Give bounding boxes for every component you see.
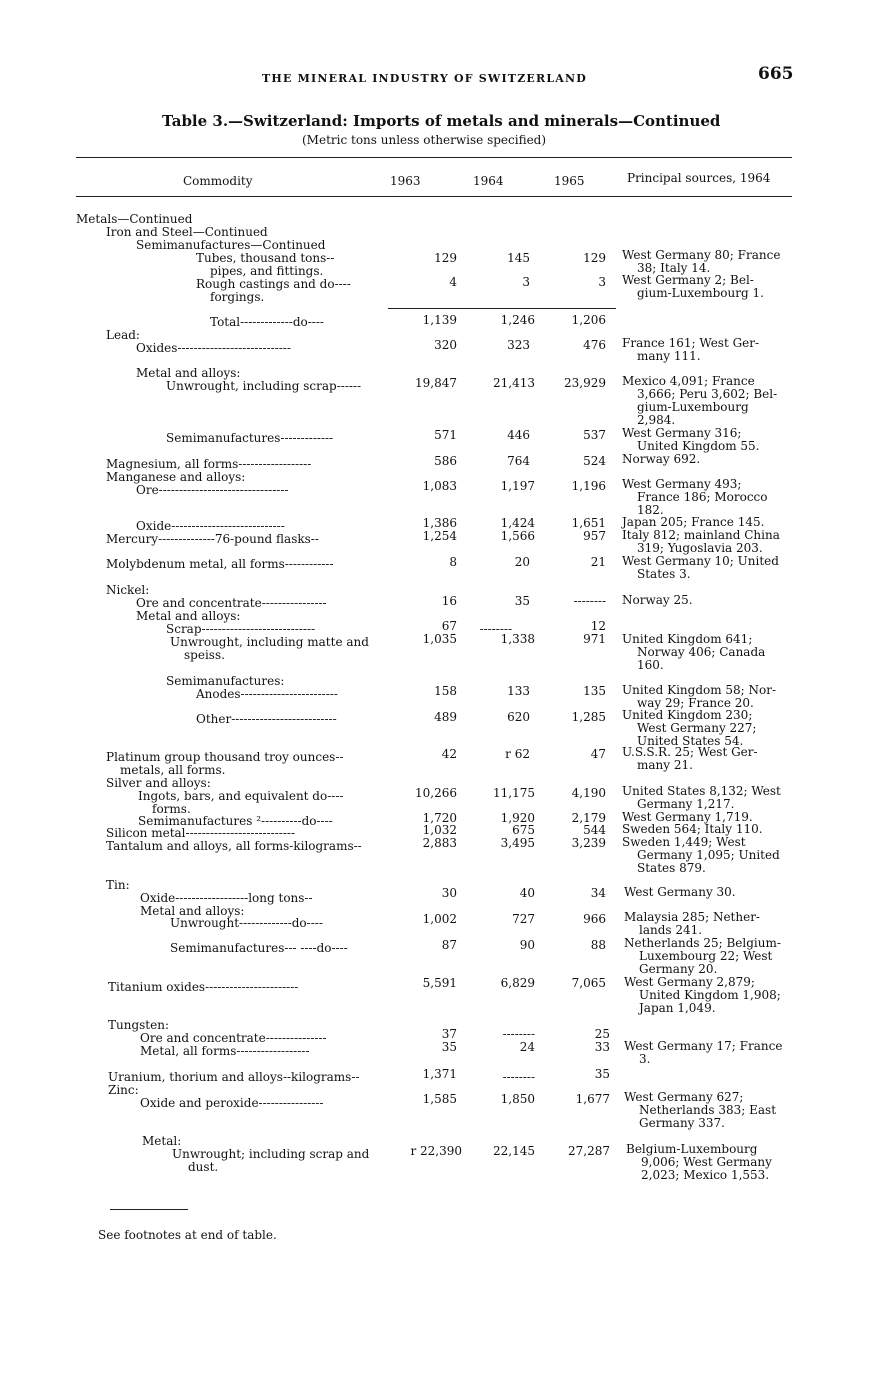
cell-1963: 1,585 [422,1092,457,1106]
row-label: Mercury--------------76-pound flasks-- [106,532,319,546]
cell-1964: 764 [507,454,530,468]
cell-1965: 27,287 [568,1144,610,1158]
cell-1965: 21 [590,555,606,569]
row-label: Tantalum and alloys, all forms-kilograms-- [106,839,362,853]
row-label: Anodes------------------------ [196,687,338,701]
cell-1965: 7,065 [571,976,606,990]
cell-sources-cont: Netherlands 383; East [639,1103,777,1117]
row-label: Ore-------------------------------- [136,483,289,497]
cell-1965: 47 [590,747,606,761]
table-row: Metal and alloys: [136,366,241,380]
cell-sources-cont: 3. [639,1052,651,1066]
cell-sources-cont: gium-Luxembourg 1. [637,286,764,300]
cell-sources-cont: 2,984. [637,413,676,427]
row-label: Ingots, bars, and equivalent do---- [138,789,344,803]
cell-sources: Norway 692. [622,452,701,466]
cell-1963: 1,371 [422,1067,457,1081]
cell-1965: 1,285 [571,710,606,724]
cell-sources: Sweden 1,449; West [622,835,746,849]
cell-sources: West Germany 2,879; [624,975,755,989]
cell-1965: 2,179 [571,811,606,825]
cell-1965: 1,206 [571,313,606,327]
cell-1963: 586 [434,454,457,468]
cell-1965: 971 [583,632,606,646]
cell-1964: 40 [519,886,535,900]
cell-1963: 5,591 [422,976,457,990]
cell-1964: 620 [507,710,530,724]
cell-1965: -------- [573,594,606,608]
cell-sources: Netherlands 25; Belgium- [624,936,781,950]
table-title: Table 3.—Switzerland: Imports of metals and minerals—Continued [162,112,721,130]
cell-sources-cont: France 186; Morocco [637,490,768,504]
cell-sources: U.S.S.R. 25; West Ger- [622,745,758,759]
cell-sources-cont: Germany 337. [639,1116,725,1130]
cell-1964: -------- [479,622,512,636]
col-1965: 1965 [554,174,585,188]
cell-sources: West Germany 493; [622,477,742,491]
row-label: Unwrought, including scrap------ [166,379,362,393]
cell-sources: West Germany 1,719. [622,810,753,824]
row-label: Semimanufactures ²----------do---- [138,814,333,828]
row-label-cont: pipes, and fittings. [210,264,324,278]
row-label-cont: dust. [188,1160,219,1174]
footnote: See footnotes at end of table. [98,1228,277,1242]
cell-1963: 1,386 [422,516,457,530]
cell-1964: 145 [507,251,530,265]
cell-sources: Norway 25. [622,593,693,607]
cell-1965: 12 [590,619,606,633]
cell-sources-cont: States 3. [637,567,691,581]
cell-sources-cont: 38; Italy 14. [637,261,711,275]
cell-1963: 1,035 [422,632,457,646]
cell-1964: 3 [522,275,530,289]
cell-1964: 11,175 [493,786,535,800]
cell-sources: Italy 812; mainland China [622,528,780,542]
cell-1964: 24 [519,1040,535,1054]
cell-1964: 6,829 [500,976,535,990]
table-row: Tungsten: [108,1018,169,1032]
table-row: Lead: [106,328,140,342]
cell-sources-cont: Germany 1,217. [637,797,735,811]
cell-1963: 158 [434,684,457,698]
cell-1963: 10,266 [415,786,457,800]
cell-sources: West Germany 80; France [622,248,781,262]
cell-sources: West Germany 2; Bel- [622,273,754,287]
cell-sources-cont: States 879. [637,861,706,875]
row-label: Semimanufactures--- ----do---- [170,941,348,955]
row-label: Rough castings and do---- [196,277,351,291]
cell-1965: 129 [583,251,606,265]
cell-sources-cont: Germany 20. [639,962,718,976]
cell-1963: 19,847 [415,376,457,390]
cell-1965: 537 [583,428,606,442]
cell-1965: 3 [598,275,606,289]
row-label: Oxides---------------------------- [136,341,291,355]
cell-1965: 524 [583,454,606,468]
cell-sources: West Germany 10; United [622,554,779,568]
cell-1964: 22,145 [493,1144,535,1158]
table-row: Manganese and alloys: [106,470,246,484]
cell-sources: United States 8,132; West [622,784,781,798]
cell-sources-cont: 182. [637,503,664,517]
table-row: Silver and alloys: [106,776,211,790]
top-rule [76,157,792,158]
cell-1963: 320 [434,338,457,352]
cell-1965: 35 [594,1067,610,1081]
cell-1963: 1,720 [422,811,457,825]
cell-sources-cont: many 21. [637,758,693,772]
cell-sources: West Germany 30. [624,885,736,899]
cell-sources-cont: way 29; France 20. [637,696,754,710]
cell-1964: 133 [507,684,530,698]
row-label: Magnesium, all forms------------------ [106,457,312,471]
cell-1965: 1,651 [571,516,606,530]
row-label-cont: metals, all forms. [120,763,226,777]
cell-1965: 957 [583,529,606,543]
row-label: Oxide and peroxide---------------- [140,1096,324,1110]
cell-1964: 727 [512,912,535,926]
cell-1963: 571 [434,428,457,442]
row-label-cont: forms. [152,802,191,816]
table-row: Metals—Continued [76,212,193,226]
cell-1965: 135 [583,684,606,698]
cell-sources: United Kingdom 58; Nor- [622,683,777,697]
table-row: Nickel: [106,583,150,597]
cell-sources: Mexico 4,091; France [622,374,755,388]
cell-sources-cont: United Kingdom 55. [637,439,760,453]
cell-sources: Sweden 564; Italy 110. [622,822,763,836]
row-label: Platinum group thousand troy ounces-- [106,750,344,764]
cell-sources: West Germany 627; [624,1090,744,1104]
cell-1965: 1,677 [575,1092,610,1106]
cell-1964: -------- [502,1027,535,1041]
col-sources: Principal sources, 1964 [627,171,771,185]
cell-1964: 323 [507,338,530,352]
cell-sources: Malaysia 285; Nether- [624,910,760,924]
cell-1964: r 62 [505,747,530,761]
cell-sources: United Kingdom 641; [622,632,753,646]
table-row: Iron and Steel—Continued [106,225,268,239]
cell-1964: 1,566 [500,529,535,543]
cell-1965: 966 [583,912,606,926]
cell-1965: 544 [583,823,606,837]
cell-sources: Japan 205; France 145. [622,515,765,529]
cell-1964: 20 [514,555,530,569]
cell-1965: 25 [594,1027,610,1041]
row-label: Oxide---------------------------- [136,519,285,533]
cell-1965: 1,196 [571,479,606,493]
row-label: Titanium oxides----------------------- [108,980,299,994]
footnote-rule [110,1209,188,1210]
cell-sources-cont: Luxembourg 22; West [639,949,773,963]
cell-1964: 35 [514,594,530,608]
row-label-cont: forgings. [210,290,265,304]
cell-1963: 489 [434,710,457,724]
cell-1963: 87 [441,938,457,952]
cell-sources: France 161; West Ger- [622,336,760,350]
cell-1964: -------- [502,1070,535,1084]
row-label: Metal, all forms------------------ [140,1044,310,1058]
cell-1963: 1,032 [422,823,457,837]
row-label: Other-------------------------- [196,712,337,726]
table-row: Semimanufactures: [166,674,285,688]
cell-1963: 42 [441,747,457,761]
col-commodity: Commodity [183,174,253,188]
cell-1964: 1,197 [500,479,535,493]
cell-1963: 1,254 [422,529,457,543]
cell-sources-cont: United States 54. [637,734,744,748]
table-row: Semimanufactures—Continued [136,238,326,252]
row-label: Ore and concentrate--------------- [140,1031,327,1045]
row-label: Ore and concentrate---------------- [136,596,327,610]
cell-sources: West Germany 316; [622,426,742,440]
cell-1963: 1,083 [422,479,457,493]
cell-1965: 88 [590,938,606,952]
row-label: Silicon metal--------------------------- [106,826,295,840]
cell-1963: 1,139 [422,313,457,327]
cell-sources: United Kingdom 230; [622,708,753,722]
cell-1965: 33 [594,1040,610,1054]
row-label: Oxide------------------long tons-- [140,891,313,905]
cell-sources-cont: Germany 1,095; United [637,848,780,862]
table-row: Metal and alloys: [140,904,245,918]
cell-sources-cont: Norway 406; Canada [637,645,766,659]
header-rule [76,196,792,197]
row-label: Semimanufactures------------- [166,431,334,445]
cell-1964: 1,338 [500,632,535,646]
cell-sources-cont: 9,006; West Germany [641,1155,772,1169]
cell-1964: 1,920 [500,811,535,825]
col-1964: 1964 [473,174,504,188]
row-label: Unwrought; including scrap and [172,1147,370,1161]
row-label-cont: speiss. [184,648,225,662]
cell-1965: 3,239 [571,836,606,850]
cell-1964: 1,850 [500,1092,535,1106]
cell-1965: 34 [590,886,606,900]
cell-1964: 90 [519,938,535,952]
cell-sources-cont: 319; Yugoslavia 203. [637,541,763,555]
cell-1965: 476 [583,338,606,352]
cell-1963: 37 [441,1027,457,1041]
table-row: Metal: [142,1134,182,1148]
cell-sources-cont: lands 241. [639,923,703,937]
cell-1964: 1,246 [500,313,535,327]
cell-1964: 446 [507,428,530,442]
cell-1963: 16 [441,594,457,608]
table-row: Zinc: [108,1083,139,1097]
row-label: Uranium, thorium and alloys--kilograms-- [108,1070,360,1084]
cell-1963: 4 [449,275,457,289]
table-row: Tin: [106,878,130,892]
cell-1963: 1,002 [422,912,457,926]
cell-1963: 30 [441,886,457,900]
cell-1963: 67 [441,619,457,633]
subtotal-rule [388,308,616,309]
col-1963: 1963 [390,174,421,188]
cell-1965: 23,929 [564,376,606,390]
cell-sources-cont: many 111. [637,349,701,363]
cell-sources-cont: 2,023; Mexico 1,553. [641,1168,770,1182]
cell-1963: 2,883 [422,836,457,850]
cell-sources-cont: 160. [637,658,664,672]
table-subtitle: (Metric tons unless otherwise specified) [302,133,547,147]
cell-1963: 129 [434,251,457,265]
cell-sources-cont: gium-Luxembourg [637,400,749,414]
cell-1963: r 22,390 [410,1144,462,1158]
cell-1964: 675 [512,823,535,837]
cell-1965: 4,190 [571,786,606,800]
cell-1963: 35 [441,1040,457,1054]
cell-sources-cont: West Germany 227; [637,721,757,735]
row-label: Unwrought-------------do---- [170,916,323,930]
row-label: Tubes, thousand tons-- [196,251,335,265]
running-head: THE MINERAL INDUSTRY OF SWITZERLAND [262,72,588,85]
cell-1964: 21,413 [493,376,535,390]
cell-1963: 8 [449,555,457,569]
cell-sources: Belgium-Luxembourg [626,1142,758,1156]
cell-sources-cont: 3,666; Peru 3,602; Bel- [637,387,778,401]
row-label: Molybdenum metal, all forms------------ [106,557,334,571]
table-row: Metal and alloys: [136,609,241,623]
cell-1964: 1,424 [500,516,535,530]
cell-sources: West Germany 17; France [624,1039,783,1053]
cell-1964: 3,495 [500,836,535,850]
row-label: Scrap---------------------------- [166,622,316,636]
page-number: 665 [758,64,794,84]
cell-sources-cont: Japan 1,049. [639,1001,716,1015]
row-label: Total-------------do---- [210,315,324,329]
row-label: Unwrought, including matte and [170,635,369,649]
cell-sources-cont: United Kingdom 1,908; [639,988,781,1002]
